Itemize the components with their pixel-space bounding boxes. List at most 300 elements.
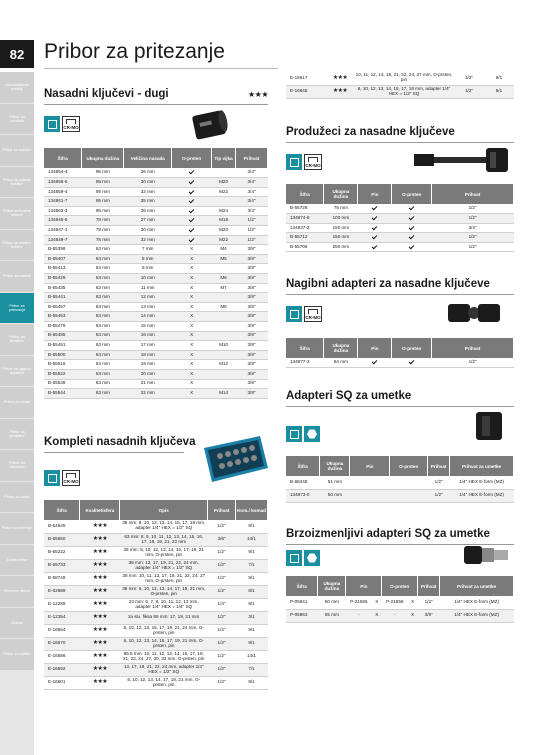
- table-cell: 250 mm: [324, 242, 358, 252]
- table-cell: 7/1: [236, 559, 268, 572]
- column-header: Ukupna dužina: [318, 576, 346, 596]
- crmo-icon: CR-MO: [304, 306, 322, 322]
- sidebar-tab[interactable]: [0, 324, 34, 355]
- table-cell: [212, 293, 236, 303]
- table-cell: 134877-2: [286, 358, 324, 368]
- universal-joint-image: [444, 294, 504, 330]
- table-cell: B-55516: [44, 360, 82, 370]
- table-cell: X: [172, 322, 212, 332]
- table-cell: B-55485: [44, 331, 82, 341]
- kits-table: [44, 500, 268, 690]
- table-cell: 3/8": [236, 283, 268, 293]
- table-cell: 95 mm: [82, 187, 124, 197]
- table-cell: 63 mm: [82, 389, 124, 399]
- table-cell: [392, 233, 432, 243]
- universal-table: [286, 338, 514, 368]
- table-cell: M22: [212, 187, 236, 197]
- quick-change-adapter-image: [460, 538, 512, 572]
- sidebar-tab[interactable]: [0, 387, 34, 418]
- column-header: O-prsten: [172, 148, 212, 168]
- table-cell: 9 mm: [124, 264, 172, 274]
- sidebar-tab[interactable]: [0, 167, 34, 198]
- table-row: [44, 624, 268, 637]
- table-row: [44, 360, 268, 370]
- table-cell: 8, 10, 12, 13, 14, 15, 17, 18 mm, adapter 1/4" HEX = 1/2" SQ: [354, 85, 454, 98]
- sidebar-tab[interactable]: [0, 198, 34, 229]
- continued-kits-table: [286, 72, 514, 99]
- column-header: Prihvat: [428, 456, 450, 476]
- table-cell: 1/2": [432, 358, 514, 368]
- socket-type-icon: [44, 116, 60, 132]
- sidebar-tab-label: Pribor za baštu: [4, 494, 30, 499]
- table-cell: E-16570: [44, 637, 80, 650]
- sidebar-tab[interactable]: [0, 482, 34, 513]
- table-cell: 16 mm: [124, 331, 172, 341]
- table-cell: 15 mm: [124, 322, 172, 332]
- table-cell: 63 mm: [82, 283, 124, 293]
- column-header: Prihvat: [418, 576, 440, 596]
- table-cell: 3/8": [236, 293, 268, 303]
- table-cell: 30 mm: [124, 178, 172, 188]
- table-cell: X: [172, 302, 212, 312]
- table-cell: E-16601: [44, 676, 80, 689]
- table-cell: B-55413: [44, 264, 82, 274]
- table-cell: 63 mm: [82, 350, 124, 360]
- crmo-icon: CR-MO: [62, 470, 80, 486]
- table-cell: M18: [212, 216, 236, 226]
- hex-shank-icon: [304, 426, 320, 442]
- table-cell: 150 mm: [324, 223, 358, 233]
- sidebar-tab[interactable]: [0, 576, 34, 607]
- table-cell: M10: [212, 341, 236, 351]
- column-header: Prihvat: [236, 148, 268, 168]
- table-cell: 134874-8: [286, 214, 324, 224]
- sidebar-tab[interactable]: [0, 608, 34, 639]
- column-header: O-prsten: [390, 456, 428, 476]
- table-cell: M6: [212, 274, 236, 284]
- table-cell: B-54645: [44, 520, 80, 533]
- table-cell: 3/8": [208, 533, 236, 546]
- kits-title: Kompleti nasadnih ključeva: [44, 436, 196, 448]
- table-cell: 1/2": [208, 650, 236, 663]
- table-cell: 3/8": [236, 331, 268, 341]
- table-cell: 9/1: [236, 572, 268, 585]
- table-cell: 1/2": [208, 585, 236, 598]
- table-cell: 26 mm: [124, 168, 172, 178]
- table-cell: 8, 10, 12, 13, 14, 17, 19, 21 mm, O-prsten, pin: [120, 676, 208, 689]
- table-cell: 63 mm: [82, 245, 124, 255]
- table-row: [286, 204, 514, 214]
- table-cell: [392, 223, 432, 233]
- sidebar-tab-label: Rezervni delovi: [4, 589, 30, 594]
- table-cell: 50 mm: [320, 489, 350, 502]
- table-row: [44, 264, 268, 274]
- table-row: [44, 245, 268, 255]
- extensions-table: [286, 184, 514, 252]
- table-cell: E-16617: [286, 72, 326, 85]
- table-cell: 75 mm: [324, 204, 358, 214]
- table-cell: 1/2": [454, 72, 484, 85]
- universal-title: Nagibni adapteri za nasadne ključeve: [286, 278, 490, 290]
- category-sidebar: [0, 72, 34, 755]
- table-cell: 8 mm: [124, 254, 172, 264]
- table-cell: 1/2": [208, 572, 236, 585]
- table-cell: X: [408, 596, 418, 609]
- table-cell: 3/8": [418, 609, 440, 622]
- table-row: [44, 331, 268, 341]
- table-cell: X: [172, 293, 212, 303]
- table-row: [286, 476, 514, 489]
- column-header: Tip vijka: [212, 148, 236, 168]
- sidebar-tab-label: Pribor za kružne testere: [3, 209, 31, 218]
- table-cell: 63 mm: [82, 274, 124, 284]
- table-cell: 20 mm: [124, 369, 172, 379]
- table-row: [44, 168, 268, 178]
- table-cell: X: [172, 331, 212, 341]
- table-cell: 134847-1: [44, 226, 82, 236]
- table-cell: ★★★: [326, 72, 354, 85]
- table-cell: X: [172, 369, 212, 379]
- sidebar-tab-label: Pribor za merenje: [2, 526, 32, 531]
- sidebar-tab[interactable]: [0, 356, 34, 387]
- table-cell: 1/4" HEX E-form (MZ): [440, 596, 514, 609]
- table-cell: [172, 235, 212, 245]
- table-row: [286, 596, 514, 609]
- table-cell: 1/4": [208, 598, 236, 611]
- table-cell: ★★★: [80, 663, 120, 676]
- table-cell: 1/2": [428, 489, 450, 502]
- table-cell: 7/1: [236, 663, 268, 676]
- table-row: [286, 72, 514, 85]
- table-cell: [172, 168, 212, 178]
- table-cell: 63 mm: [82, 369, 124, 379]
- table-cell: 1/2": [208, 624, 236, 637]
- table-cell: 3/4": [236, 206, 268, 216]
- sockets-title: Nasadni ključevi - dugi: [44, 88, 169, 100]
- table-row: [44, 226, 268, 236]
- sidebar-tab[interactable]: [0, 545, 34, 576]
- table-cell: E-02989: [44, 585, 80, 598]
- table-cell: 14/1: [236, 533, 268, 546]
- table-cell: 1/4" HEX E-form (MZ): [450, 489, 514, 502]
- table-cell: [350, 489, 390, 502]
- table-row: [44, 341, 268, 351]
- table-cell: ★★★: [80, 624, 120, 637]
- table-cell: B-55463: [44, 312, 82, 322]
- table-cell: 1/2": [418, 596, 440, 609]
- page-number: 82: [0, 40, 34, 68]
- column-header: Šifra: [286, 456, 320, 476]
- table-row: [286, 85, 514, 98]
- table-cell: 1/2": [208, 676, 236, 689]
- table-cell: X: [372, 609, 382, 622]
- table-cell: 1/2": [208, 663, 236, 676]
- table-cell: [358, 242, 392, 252]
- table-cell: 95 mm: [82, 178, 124, 188]
- table-cell: 3/4": [236, 197, 268, 207]
- table-cell: 1/2": [428, 476, 450, 489]
- table-cell: [212, 197, 236, 207]
- column-header: Pin: [346, 576, 382, 596]
- sidebar-tab[interactable]: [0, 72, 34, 103]
- table-cell: B-55435: [44, 283, 82, 293]
- table-row: [44, 254, 268, 264]
- table-cell: 134854-4: [44, 168, 82, 178]
- table-cell: 95 mm: [82, 168, 124, 178]
- table-cell: 14/1: [236, 650, 268, 663]
- sq-change-table: [286, 576, 514, 623]
- crmo-icon: CR-MO: [304, 154, 322, 170]
- table-cell: [172, 178, 212, 188]
- sidebar-tab-label: Pribor za glodalice: [9, 429, 25, 438]
- sockets-rule: [44, 104, 268, 105]
- table-row: [286, 242, 514, 252]
- sq-adapters-table: [286, 456, 514, 503]
- table-cell: [212, 322, 236, 332]
- table-cell: ★★★: [80, 546, 120, 559]
- table-cell: 9/1: [484, 85, 514, 98]
- column-header: O-prsten: [392, 338, 432, 358]
- table-row: [44, 206, 268, 216]
- sockets-table: [44, 148, 268, 399]
- table-cell: -: [382, 609, 408, 622]
- table-cell: E-16586: [44, 650, 80, 663]
- table-cell: 134845-5: [44, 216, 82, 226]
- socket-kit-case-image: [200, 428, 270, 488]
- extension-bar-image: [410, 140, 514, 178]
- sidebar-tab-label: Pribor za zaštitu: [3, 652, 31, 657]
- table-row: [44, 559, 268, 572]
- square-drive-icon: [286, 426, 302, 442]
- sidebar-tab-label: Pribor za testere: [3, 274, 31, 279]
- table-cell: [392, 358, 432, 368]
- table-cell: [358, 233, 392, 243]
- sidebar-tab-label: Pribor za zavrtače: [9, 114, 25, 123]
- sidebar-tab-label: Pribor za pritezanje: [8, 303, 26, 312]
- table-cell: 3/8": [236, 322, 268, 332]
- sidebar-tab[interactable]: [0, 104, 34, 135]
- table-cell: [392, 214, 432, 224]
- table-cell: [172, 216, 212, 226]
- table-cell: 134937-2: [286, 223, 324, 233]
- table-row: [44, 611, 268, 624]
- table-cell: 9/1: [484, 72, 514, 85]
- table-cell: 134859-4: [44, 187, 82, 197]
- sidebar-tab[interactable]: [0, 293, 34, 324]
- table-cell: 1/4" HEX E-form (MZ): [450, 476, 514, 489]
- table-cell: E-16592: [44, 663, 80, 676]
- table-cell: 35 mm: [124, 197, 172, 207]
- table-cell: 63 mm: [82, 341, 124, 351]
- table-cell: 63 mm: [82, 302, 124, 312]
- table-cell: 7 mm: [124, 245, 172, 255]
- sidebar-tab[interactable]: [0, 230, 34, 261]
- table-cell: ★★★: [80, 598, 120, 611]
- table-cell: 134873-0: [286, 489, 320, 502]
- table-cell: 63 mm: [82, 254, 124, 264]
- table-cell: 22 mm: [124, 389, 172, 399]
- table-cell: 55 mm: [318, 609, 346, 622]
- title-rule: [44, 68, 278, 69]
- universal-type-icon: [286, 306, 302, 322]
- table-cell: 8, 10, 12, 13, 16, 17, 19, 21, 24 mm, O-prsten, pin: [120, 624, 208, 637]
- column-header: O-prsten: [382, 576, 418, 596]
- table-cell: [350, 476, 390, 489]
- table-cell: 3/4": [432, 223, 514, 233]
- sockets-rating: ★★★: [248, 90, 269, 99]
- table-row: [44, 546, 268, 559]
- table-cell: 3/8": [236, 302, 268, 312]
- column-header: Pin: [358, 184, 392, 204]
- table-cell: [212, 264, 236, 274]
- table-cell: B-55706: [286, 242, 324, 252]
- sidebar-tab-label: Pribor za udarne bušilice: [2, 177, 32, 186]
- table-cell: 134855-6: [44, 178, 82, 188]
- table-cell: [358, 223, 392, 233]
- table-cell: X: [172, 264, 212, 274]
- column-header: Prihvat: [432, 338, 514, 358]
- table-cell: 38 mm: 8, 10, 12, 13, 14, 17, 19, 21 mm, O-prsten, pin: [120, 585, 208, 598]
- table-cell: 9/1: [236, 637, 268, 650]
- table-cell: 8/1: [236, 676, 268, 689]
- table-cell: 38 mm: 13, 17, 19, 21, 22, 24 mm, adapter 1/4" HEX = 1/2" SQ: [120, 559, 208, 572]
- table-cell: 23 mm: 6, 7, 8, 10, 11, 12, 13 mm, adapter 1/4" HEX = 1/4" SQ: [120, 598, 208, 611]
- table-cell: X: [172, 389, 212, 399]
- table-cell: 3/8": [236, 369, 268, 379]
- extension-type-icon: [286, 154, 302, 170]
- table-row: [44, 520, 268, 533]
- table-cell: 36 mm: [124, 206, 172, 216]
- sidebar-tab-label: Pribor za usisivače: [9, 461, 25, 470]
- table-cell: B-55232: [44, 546, 80, 559]
- table-row: [44, 598, 268, 611]
- table-row: [44, 369, 268, 379]
- table-cell: 78 mm: [82, 235, 124, 245]
- table-cell: 63 mm: [82, 264, 124, 274]
- table-cell: 78 mm: [82, 216, 124, 226]
- table-cell: 1/2": [432, 204, 514, 214]
- table-cell: M5: [212, 254, 236, 264]
- column-header: Prihvat: [432, 184, 514, 204]
- table-cell: 3/8": [236, 389, 268, 399]
- table-cell: 100 mm: [324, 214, 358, 224]
- table-cell: 1/2": [236, 216, 268, 226]
- table-cell: 63 mm: 8, 9, 10, 11, 12, 13, 14, 15, 16, 17, 18, 19, 21, 22 mm: [120, 533, 208, 546]
- table-cell: 95 mm: [82, 197, 124, 207]
- table-cell: [212, 168, 236, 178]
- table-cell: [390, 489, 428, 502]
- sidebar-tab-label: Odeća: [11, 620, 23, 625]
- sidebar-tab[interactable]: [0, 419, 34, 450]
- table-row: [44, 350, 268, 360]
- table-cell: B-55479: [44, 322, 82, 332]
- table-cell: 3/8": [236, 312, 268, 322]
- table-cell: B-55429: [44, 274, 82, 284]
- table-cell: X: [408, 609, 418, 622]
- table-cell: 12 mm: [124, 293, 172, 303]
- table-cell: ★★★: [80, 533, 120, 546]
- table-cell: X: [172, 274, 212, 284]
- table-cell: X: [172, 245, 212, 255]
- table-cell: ★★★: [326, 85, 354, 98]
- table-cell: 32 mm: [124, 235, 172, 245]
- sidebar-tab[interactable]: [0, 639, 34, 670]
- sidebar-tab[interactable]: [0, 261, 34, 292]
- table-cell: [212, 350, 236, 360]
- table-cell: -: [346, 609, 372, 622]
- table-cell: 1/2": [454, 85, 484, 98]
- sq-adapter-image: [470, 406, 510, 446]
- table-cell: 38 mm: 10, 11, 13, 17, 19, 21, 22, 24, 27 mm, O-prsten, pin: [120, 572, 208, 585]
- table-row: [44, 312, 268, 322]
- table-cell: M20: [212, 178, 236, 188]
- sidebar-tab[interactable]: [0, 450, 34, 481]
- table-cell: [212, 379, 236, 389]
- table-cell: 3/8": [236, 379, 268, 389]
- table-cell: X: [172, 283, 212, 293]
- table-cell: P-05963: [286, 609, 318, 622]
- table-cell: ★★★: [80, 520, 120, 533]
- table-cell: ★★★: [80, 611, 120, 624]
- table-row: [44, 235, 268, 245]
- table-cell: [212, 369, 236, 379]
- sidebar-tab[interactable]: [0, 513, 34, 544]
- table-cell: 11 mm: [124, 283, 172, 293]
- table-cell: M8: [212, 302, 236, 312]
- sidebar-tab-label: Pribor za ubodne testere: [2, 240, 32, 249]
- table-cell: ★★★: [80, 572, 120, 585]
- sq-change-title: Brzoizmenljivi adapteri SQ za umetke: [286, 528, 490, 540]
- table-cell: 95 mm: [82, 206, 124, 216]
- table-row: [44, 293, 268, 303]
- table-cell: 17 mm: [124, 341, 172, 351]
- table-cell: B-55728: [286, 204, 324, 214]
- table-cell: 13, 17, 19, 21, 22, 24 mm, adapter 1/4" HEX = 1/2" SQ: [120, 663, 208, 676]
- table-cell: 1/2": [208, 559, 236, 572]
- sidebar-tab-label: Pribor za bušilice: [2, 148, 32, 153]
- table-cell: [212, 331, 236, 341]
- table-cell: 10, 11, 12, 13, 19, 21, 22, 24, 27 mm, O-prsten, pin: [354, 72, 454, 85]
- sidebar-tab-label: Pribor za brusilice: [9, 335, 25, 344]
- table-row: [44, 302, 268, 312]
- table-cell: 19 mm: [124, 360, 172, 370]
- table-cell: 63 mm: [82, 312, 124, 322]
- page-title: Pribor za pritezanje: [44, 40, 225, 63]
- table-row: [44, 533, 268, 546]
- column-header: Šifra: [286, 576, 318, 596]
- table-cell: 3/8": [236, 274, 268, 284]
- table-cell: 3/1: [236, 611, 268, 624]
- table-cell: M7: [212, 283, 236, 293]
- kit-type-icon: [44, 470, 60, 486]
- sidebar-tab[interactable]: [0, 135, 34, 166]
- table-cell: P-21559: [382, 596, 408, 609]
- table-row: [286, 223, 514, 233]
- table-row: [44, 178, 268, 188]
- table-cell: B-55544: [44, 389, 82, 399]
- table-cell: 1/2": [432, 214, 514, 224]
- table-row: [44, 572, 268, 585]
- table-row: [44, 650, 268, 663]
- crmo-icon: CR-MO: [62, 116, 80, 132]
- table-cell: 27 mm: [124, 216, 172, 226]
- table-cell: M14: [212, 389, 236, 399]
- table-cell: [358, 358, 392, 368]
- table-cell: E-12354: [44, 611, 80, 624]
- table-cell: [172, 226, 212, 236]
- table-cell: 38 mm: 8, 10, 12, 13, 14, 15, 17, 18 mm, adapter 1/4" HEX = 1/2" SQ: [120, 520, 208, 533]
- table-cell: E-16645: [286, 85, 326, 98]
